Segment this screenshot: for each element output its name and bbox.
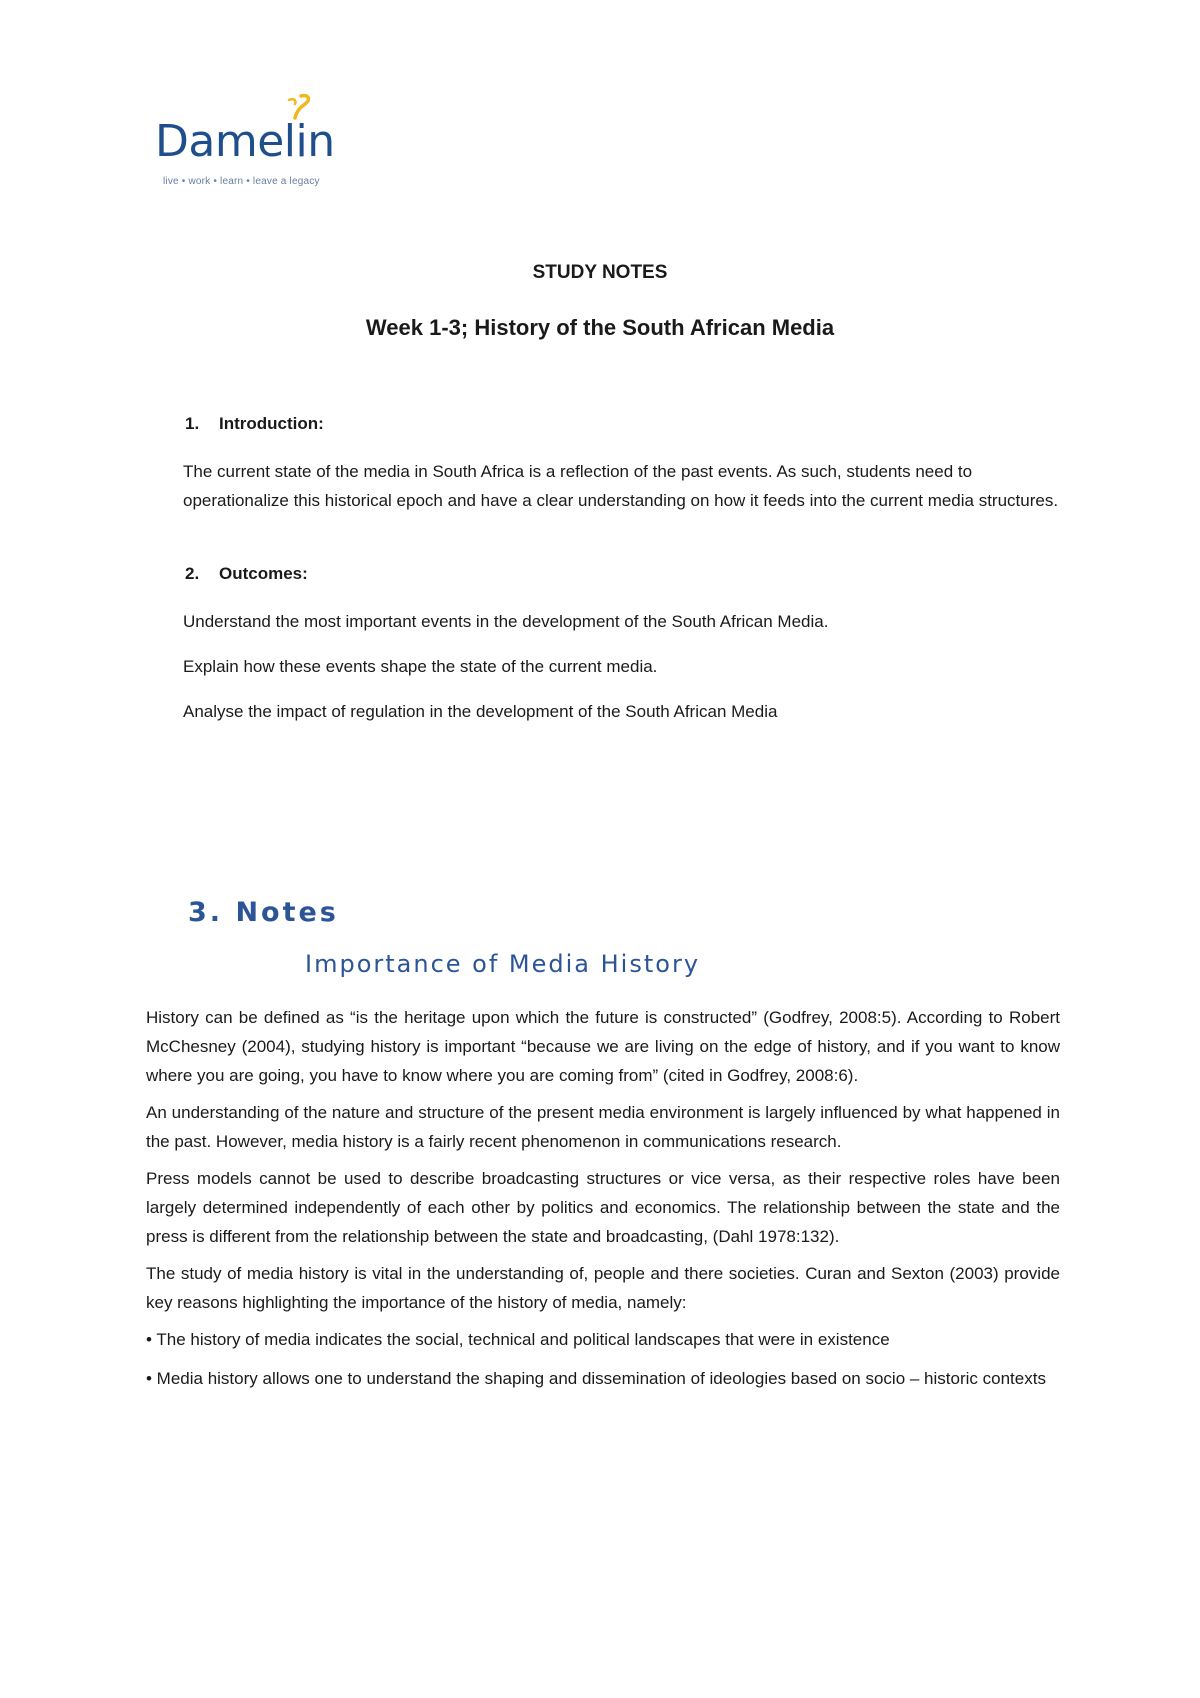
section-number: 1. — [185, 414, 200, 433]
section-heading-text: Introduction: — [219, 414, 324, 433]
document-title: STUDY NOTES — [532, 262, 668, 283]
outcome-item: Analyse the impact of regulation in the development of the South African Media — [183, 702, 778, 721]
outcome-item: Explain how these events shape the state of the current media. — [183, 657, 658, 676]
section-heading-text: Outcomes: — [219, 564, 308, 583]
outcomes-heading — [185, 564, 308, 584]
notes-paragraph: The study of media history is vital in the understanding of, people and there societies. Curan and Sexton (2003) provide key reasons highlighting the importance of the history of media, namely: — [146, 1264, 1060, 1312]
notes-paragraph: Press models cannot be used to describe broadcasting structures or vice versa, as their respective roles have been largely determined independently of each other by politics and economics. The relationship between the state and the press is different from the relationship between the state and broadcasting, (Dahl 1978:132). — [146, 1169, 1060, 1246]
document-subtitle: Week 1-3; History of the South African Media — [365, 315, 835, 340]
bullet-item: • The history of media indicates the social, technical and political landscapes that were in existence — [146, 1330, 890, 1349]
notes-paragraph: History can be defined as “is the heritage upon which the future is constructed” (Godfrey, 2008:5). According to Robert McChesney (2004), studying history is important “because we are living on the edge of history, and if you want to know where you are going, you have to know where you are coming from” (cited in Godfrey, 2008:6). — [146, 1008, 1060, 1085]
introduction-heading — [185, 414, 324, 434]
notes-heading: 3. Notes — [188, 897, 339, 928]
section-number: 2. — [185, 564, 200, 583]
damelin-logo — [155, 92, 345, 192]
notes-subheading: Importance of Media History — [305, 950, 701, 978]
notes-paragraph: An understanding of the nature and structure of the present media environment is largely influenced by what happened in the past. However, media history is a fairly recent phenomenon in communications research. — [146, 1103, 1060, 1151]
outcome-item: Understand the most important events in the development of the South African Media. — [183, 612, 829, 631]
introduction-text: The current state of the media in South Africa is a reflection of the past events. As such, students need to operationalize this historical epoch and have a clear understanding on how it feeds into the current media structures. — [183, 462, 1059, 510]
notes-body — [146, 1003, 1060, 1393]
bullet-item: • Media history allows one to understand the shaping and dissemination of ideologies based on socio – historic contexts — [146, 1369, 1046, 1388]
logo-tagline: live • work • learn • leave a legacy — [163, 176, 320, 187]
logo-wordmark: Damelin — [155, 116, 335, 167]
